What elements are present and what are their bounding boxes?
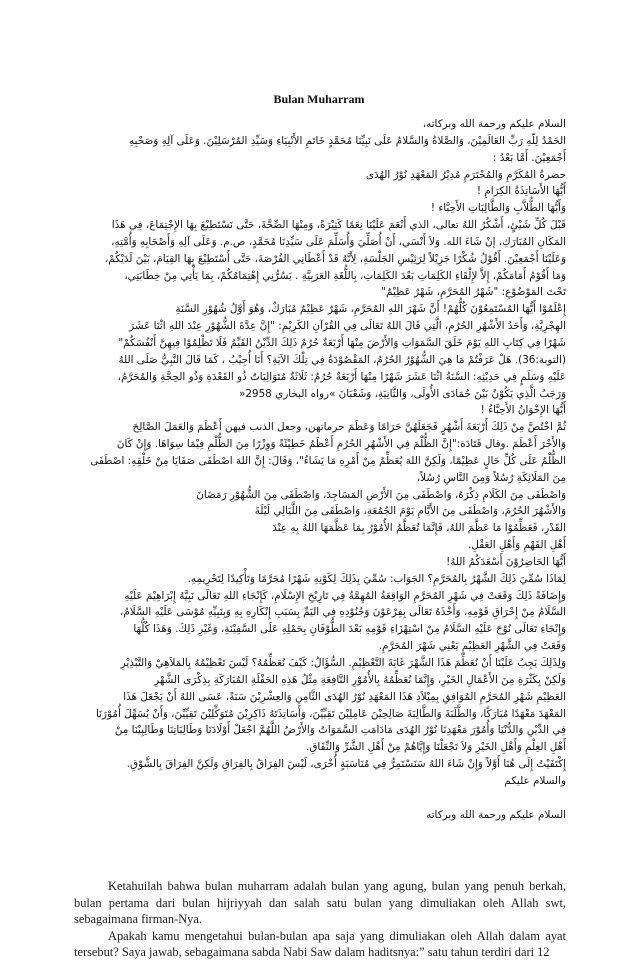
arabic-line: وَالأَجْرَ أَعْظَمَ .وقال قَتَادَة:"إِنَّ الظُّلْمَ فِي الأَشْهُرِ الحُرُمِ أَعْظَمُ خَطِيْئَةً وَوِزْرًا مِنَ الظُّلْمِ فِيْمَا سِوَاهَا. وَإِنْ كَانَ [116,438,566,451]
arabic-line: السلام عليكم ورحمة الله وبركاته، [422,118,566,130]
indonesian-paragraph: Ketahuilah bahwa bulan muharram adalah bulan yang agung, bulan yang penuh berkah, bulan pertama dari bulan hijriyyah dan salah satu bulan yang dimuliakan oleh Allah swt, sebagaimana firman-Nya. [74,879,566,927]
arabic-line: شَهْرًا فِي كِتَابِ اللهِ يَوْمَ خَلَقَ السَّمَوَاتِ وَالأَرْضَ مِنْهَا أَرْبَعَةٌ حُرُمٌ ذَلِكَ الدِّيْنُ القَيِّمُ فَلَا تَظْلِمُوْا فِيهِنَّ أَنْفُسَكُمْ" [118,336,566,349]
arabic-line: أَيُّهَا الأَسَاتِذَةُ الكِرَامِ ! [476,185,566,198]
arabic-line: والسلام عليكم [504,774,566,787]
arabic-line: وَقَعَتْ فِي الشَّهْرِ العَظِيْمِ يَعْنِي شَهْرَ المُحَرَّمِ. [378,640,566,653]
arabic-line: أَجْمَعِيْنَ. أَمَّا بَعْدُ : [492,151,566,164]
indonesian-paragraph: Apakah kamu mengetahui bulan-bulan apa saja yang dimuliakan oleh Allah dalam ayat tersebut? Saya jawab, sebagaimana sabda Nabi Saw dalam haditsnya:” satu tahun terdiri dari 12 [74,928,566,960]
arabic-line: لِمَاذَا سُمِّيَ ذَلِكَ الشَّهْرُ بِالمُحَرَّمِ؟ الجَوَاب: سُمِّيَ بِذَلِكَ لِكَوْنِهِ شَهْرًا مُحَرَّمًا وَتَأْكِيدًا لِتَحْرِيمِهِ. [187,572,566,585]
arabic-line [74,790,566,807]
arabic-line: وَرَجَبُ الَّذِي يَكُوْنُ بَيْنَ جُمَادَى الأُولَى، وَالثَّانِيَةِ، وَشَعْبَانَ »رواه البخاري 2958« [238,387,566,400]
arabic-line: السَّلَامُ مِنْ إِحْرَاقِ قَوْمِهِ، وَأَخْذَهُ تَعَالَى بِفِرْعَوْنَ وَجُنُوْدِهِ فِي اليَمِّ بِسَبَبِ إِنْكَارِهِ بِهِ وَبِنَبِيِّهِ مُوْسَى عَلَيْهِ السَّلَامُ، [120,606,566,619]
arabic-line: قَبْلَ كُلِّ شَيْئٍ، أَشْكُرُ اللهُ تعالى، الذي أَنْعَمَ عَلَيْنَا نِعَمًا كَثِيْرَةً، وَمِنْهَا الصِّحَّةَ، حَتَّى نَسْتَطِيْعَ بِهَا الإِجْتِمَاعَ، فِي هَذَا [111,219,566,232]
arabic-line: العَظِيْمِ شَهْرِ المُحَرَّمِ المُوَافِقِ بِمِيْلاَدِ هَذَا المَعْهَدِ نُوْرُ الهُدَى الثَّامِنِ وَالعِشْرِيْنَ سَنَةً، عَسَى اللهُ أَنْ يَجْعَلَ هَذَا [123,690,566,703]
arabic-line: وَالأَشْهُرَ الحُرُمَ، وَاصْطَفَى مِنَ الأَيَّامِ يَوْمَ الجُمُعَةِ، وَاصْطَفَى مِنَ اللَّيَالِي لَيْلَةَ [254,505,566,518]
document-title: Bulan Muharram [273,92,365,106]
arabic-line: وَاصْطَفَى مِنَ الكَلَامِ ذِكْرَهُ، وَاصْطَفَى مِنَ الأَرْضِ المَسَاجِدَ، وَاصْطَفَى مِنَ الشُّهُوْرِ رَمَضَانَ [196,488,566,501]
arabic-line: (التوبة:36). هَلْ عَرَفْتُمْ مَا هِيَ الشُّهُوْرُ الحُرُمُ، المَقْصُوْدَةُ فِي تِلْكَ الآيَةِ؟ أَنَا أُجِيْبُ ، كَمَا قَالَ النَّبِيُّ صَلَى اللهُ [118,353,566,366]
arabic-line: حضرةُ المُكَرَّمِ وَالمُحْتَرَمِ مُدِيْرُ المَعْهَدِ نُوْرُ الهُدَى [365,168,566,181]
arabic-line: ثُمَّ اخْتُصَّ مِنْ ذَلِكَ أَرْبَعَةَ أَشْهُرٍ فَجَعَلَهُنَّ حَرَامًا وَعَظَمَ حرماتهن، وجعل الذنب فيهن أَعْظَمَ وَالعَمَلَ الصَّالِحَ [132,421,566,434]
arabic-line: تَحْتَ المَوْضُوْعِ: "شَهْرُ المُحَرَّمِ، شَهْرٌ عَظِيْمٌ" [381,286,566,299]
arabic-line: الظُّلْمُ عَلَى كُلِّ حَالٍ عَظِيْمًا، وَلَكِنَّ اللهَ يُعَظِّمُ مِنْ أَمْرِهِ مَا يَشَاءُ"، وَقَالَ: إِنَّ اللهَ اصْطَفَى صَفَايَا مِنْ خَلْقِهِ: اصْطَفَى [90,454,566,467]
arabic-line: وَأَيُّهَا الطُّلاَّبِ وَالطَّالِبَاتِ الأَحِبَّاء ! [430,202,566,215]
arabic-line: إِعْلَمُوْا أَيُّهَا المُسْتَمِعُوْنَ كُلُّهُمْ! أَنَّ شَهْرَ اللهِ المُحَرَّمِ، شَهْرٌ عَظِيْمٌ مُبَارَكٌ، وَهُوَ أَوَّلُ شُهُوْرِ السَّنَةِ [175,303,566,316]
arabic-line: وَلَكِنْ بِكَثْرَةِ مِنَ الأَعْمَالِ الخَيْرِ، وَإِنَّمَا نُعَظِّمُهُ بِالأُمُوْرِ النَّافِعَةِ مِثْلُ هَذِهِ الحَفْلَةِ المُبَارَكَةِ بِذِكْرَى الشَّهْرِ [154,673,566,686]
arabic-line: أَيُّهَا الحَاضِرُوْنَ أَسْعَدَكُمُ اللهُ! [446,555,566,568]
arabic-line: وَلِذَلِكَ يَجِبُ عَلَيْنَا أَنْ نُعَظِّمَ هَذَا الشَّهْرَ غَايَةَ التَّعْظِيْمِ. السُّؤَالُ: كَيْفَ نُعَظِّمُهُ؟ لَيْسَ تَعْظِيْمُهُ بِالمَلاَهِيْ وَالتَّبْذِيْرِ [120,657,566,669]
arabic-line: المَعْهَدَ مَعْهَدًا مُبَارَكًا، وَالطَّلَبَةَ وَالطَّالِبَةَ صَالِحِيْنَ عَامِلِيْنَ تَقِيِّيْنَ، وَأَسَاتِذَتَهُ ذَاكِرِيْنَ مُتَوَكِّلِيْنَ تَقِيِّيْنَ، وَأَنْ يُسَهِّلَ أُمُوْرَنَا [95,707,566,720]
arabic-line: مِنَ المَلَائِكَةِ رُسُلاً وَمِنَ النَّاسِ رُسُلاً، [416,471,566,484]
arabic-line: القَدْرِ، فَعَظِّمُوْا مَا عَظَّمَ اللهُ، فَإِنَّمَا تُعَظَّمُ الأُمُوْرُ بِمَا عَظَّمَهَا اللهُ بِهِ عِنْدَ [272,522,566,535]
arabic-line: السلام عليكم ورحمة الله وبركاته [426,808,566,821]
arabic-line: وَإِنْجَاءِ تَعَالَى نُوْحَ عَلَيْهِ السَّلَامُ مِنْ اسْتِهْزَاءِ قَوْمِهِ بَعْدَ الطُّوْفَانِ بِحَمْلِهِ عَلَى السَّفِيْنَةِ، وَغَيْرِ ذَلِكَ. وَهَذَا كُلُّهَا [133,623,566,636]
arabic-line: وَعَلَيْنَا أَجْمَعِيْنَ. أَقُوْلُ شُكْرًا جَزِيْلاً لِرَئِيْسِ الجَلْسَةِ، لِأَنَّهُ قَدْ أَعْطَانِي الفُرْصَةَ، حَتَّى أَسْتَطِيْعَ بِهَا القِيَامَ، بَيْنَ لَدَيْكُمْ، [104,252,566,265]
arabic-line: الهِجْرِيَّةِ، وَأَحَدُ الأَشْهُرِ الحُرُمِ، الَّتِي قَالَ اللهُ تَعَالَى فِي القُرْآنِ الكَرِيْمِ: "إِنَّ عِدَّةَ الشُّهُوْرِ عِنْدَ اللهِ اثْنَا عَشَرَ [129,320,566,333]
arabic-line: وَمَا أَقُوْمُ أَمَامَكُمْ، إِلاَّ لإِلْقَاءِ الكَلِمَاتِ بَعْدَ الكَلِمَاتِ، بِاللُّغَةِ العَرَبِيَّةِ . يَسُرُّنِي إِهْتِمَامُكُمْ، بِمَا يَأْتِي مِنْ خِطَابَتِي، [124,269,566,282]
arabic-line: أَهْلِ الفَهْمِ وَأَهْلِ العَقْلِ. [468,539,566,552]
arabic-line: الحَمْدُ لِلّهِ رَبِّ العَالَمِيْنَ، وَالصَّلاةُ وَالسَّلامُ عَلَى نَبِيِّنَا مُحَمَّدٍ خَاتَمِ الأَنْبِيَاءِ وَسَيِّدِ المُرْسَلِيْنَ. وَعَلَى آلِهِ وَصَحْبِهِ [129,134,566,147]
arabic-line: المَكَانِ المُبَارَكِ، إنْ شَاءَ الله. وَلاَ أَنْسَي، أَنْ أُصَلِّيَ وَأُسَلِّمَ عَلَى سَيِّدِنَا مُحَمَّدٍ، ص.م. وَعَلَى آلِهِ وَأَصْحَابِهِ وَأُمَّتِهِ، [111,235,566,248]
arabic-line: أَيُّهَا الإِخْوَانُ الأَحِبَّاءُ ! [480,404,566,417]
arabic-line: أَهْلِ العِلْمِ وَأَهْلِ الخَيْرِ وَلاَ تَجْعَلْنَا وَإِيَّاهُمْ مِنْ أَهْلِ الشَّرِّ وَالنِّفَاقِ. [306,741,566,754]
arabic-text-block [74,116,566,823]
arabic-line: وَإِضَافَةً ذَلِكَ وَقَعَتْ فِي شَهْرِ المُحَرَّمِ الوَاقِعَةُ المُهِمَّةُ فِي تَارِيْخِ الإِسْلَامِ، كَإِنْجَاءِ اللهِ تَعَالَى نَبِيَّهُ إِبْرَاهِيْمَ عَلَيْهِ [124,589,566,602]
indonesian-text-block [74,878,566,961]
arabic-line: إِكْتَفَيْتُ إِلَى هُنَا أَوَّلاً وَإِنْ شَاءَ اللهُ سَنَسْتَمِرُّ فِي مُنَاسَبَةٍ أُخْرَى، لَيْسَ الفِرَاقُ بِالفِرَاقِ وَلَكِنَّ الفِرَاقَ بِالشَّوْقِ. [126,758,566,771]
arabic-line: عَلَيْهِ وَسَلَمٍ فِي حَدِيْثِهِ: السَّنَةُ اثْنَا عَشَرَ شَهْرًا مِنْهَا أَرْبَعَةٌ حُرُمٌ: ثَلَاثَةٌ مُتَوَالِيَاتٌ ذُو القَعْدَةِ وَذُو الحِجَّةِ وَالمُحَرَّمُ، [117,370,566,383]
arabic-line: فِي الدِّيْنِ وَالدُّنْيَا وَأُمُوْرَ مَعْهَدِنَا نُوْرُ الهُدَى مَادَامَتِ السَّمَوَاتُ وَالأَرْضُ اللَّهُمَّ اجْعَلْ أَوْلَادَنَا وَطَالِبَاتِنَا وَطَالِبِيْنَا مِنْ [114,724,566,737]
